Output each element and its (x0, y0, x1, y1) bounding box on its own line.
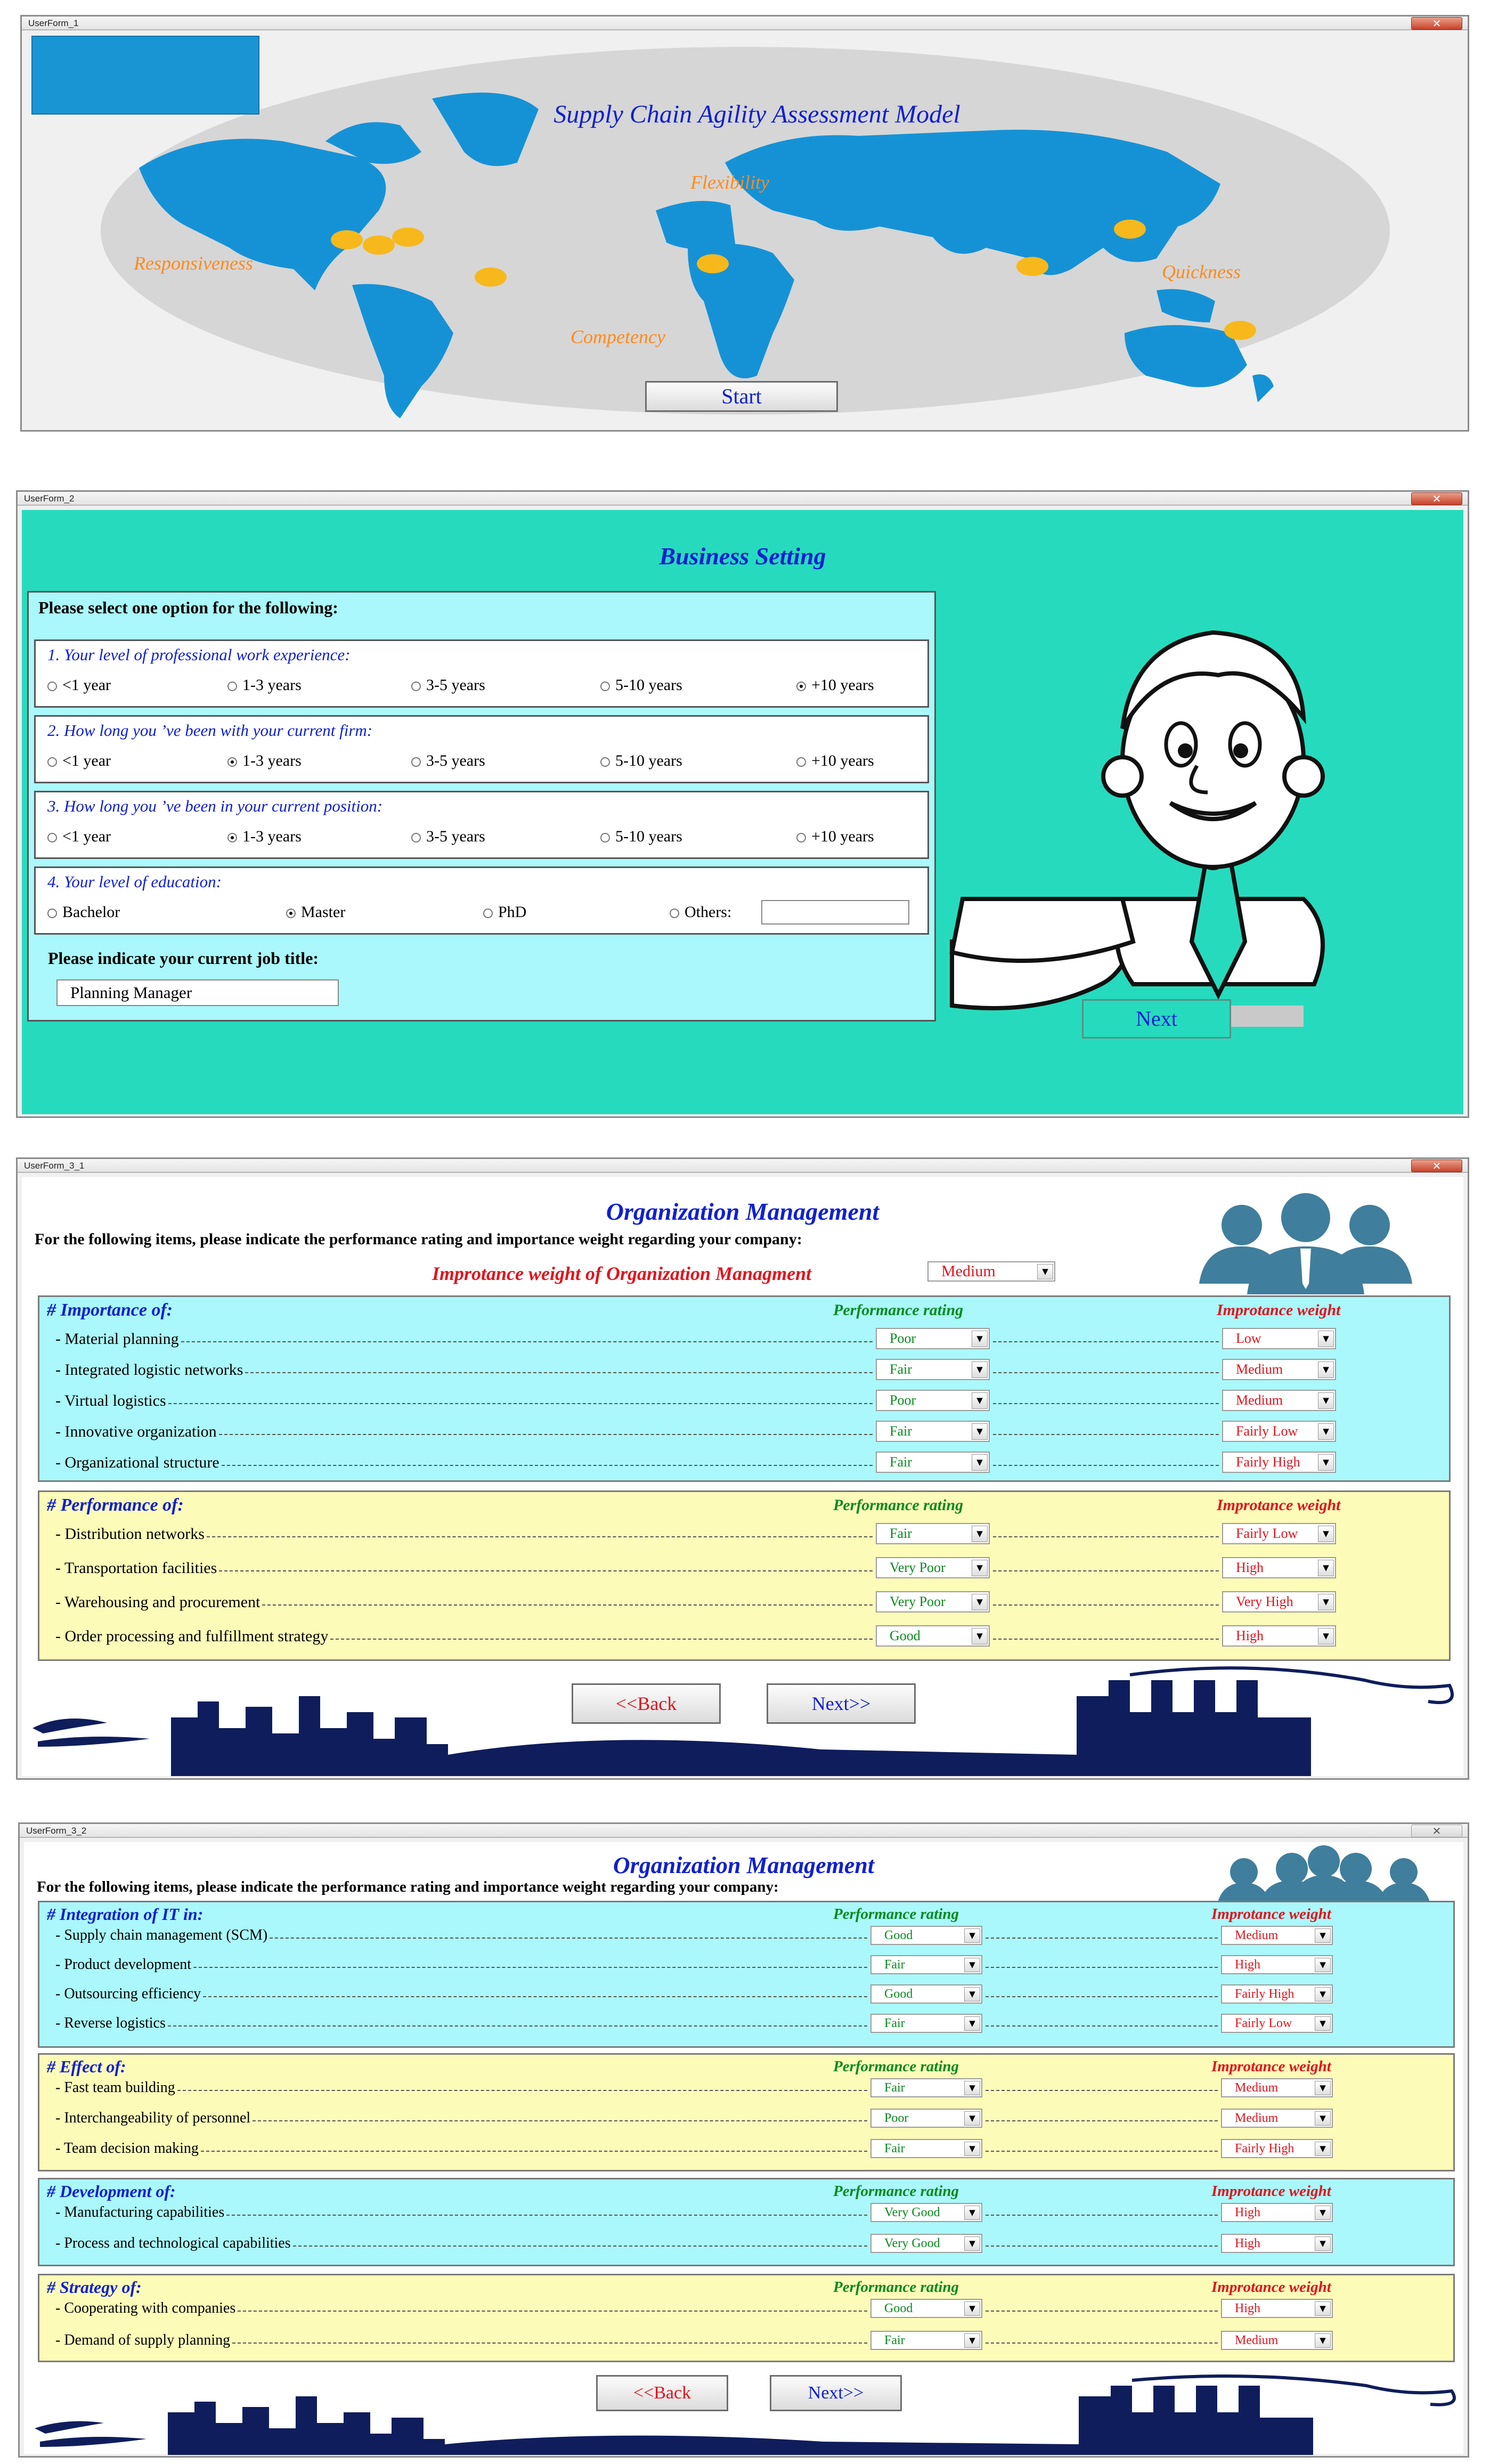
rating-row (39, 2297, 1453, 2329)
item-label: - Manufacturing capabilities (55, 2204, 225, 2220)
option-bachelor[interactable]: Bachelor (47, 903, 120, 921)
rating-row (39, 2106, 1453, 2137)
item-label: - Organizational structure (55, 1454, 219, 1471)
imp-header: Improtance weight (1211, 2279, 1331, 2296)
chevron-down-icon[interactable]: ▼ (1315, 2016, 1331, 2031)
item-label: - Demand of supply planning (55, 2332, 231, 2348)
radio-selected-icon[interactable] (227, 757, 237, 767)
option-3-5[interactable]: 3-5 years (411, 752, 485, 770)
dashed-leader (168, 2025, 867, 2027)
performance-rating-select[interactable]: Good ▼ (870, 1926, 982, 1945)
item-label: - Product development (55, 1956, 192, 1973)
chevron-down-icon[interactable]: ▼ (1315, 2142, 1331, 2156)
performance-rating-select[interactable]: Fair ▼ (876, 1452, 990, 1473)
rating-row (39, 1387, 1449, 1417)
performance-rating-select[interactable]: Fair ▼ (876, 1523, 990, 1544)
dashed-leader (986, 2343, 1218, 2344)
imp-header: Improtance weight (1211, 2058, 1331, 2075)
radio-icon[interactable] (411, 757, 421, 767)
question-text: 1. Your level of professional work experience: (47, 645, 351, 664)
item-label: - Interchangeability of personnel (55, 2110, 251, 2126)
chevron-down-icon[interactable]: ▼ (1318, 1331, 1334, 1347)
importance-weight-select[interactable]: High ▼ (1222, 1625, 1336, 1647)
chevron-down-icon[interactable]: ▼ (1318, 1526, 1334, 1542)
dashed-leader (986, 2215, 1218, 2216)
chevron-down-icon[interactable]: ▼ (1318, 1628, 1334, 1644)
question-text: 4. Your level of education: (47, 872, 222, 891)
question-1 (34, 639, 929, 708)
items (39, 1924, 1453, 2046)
rating-row (39, 1953, 1453, 1982)
section-title: # Strategy of: (47, 2277, 142, 2297)
section-integration-it (38, 1901, 1455, 2048)
item-label: - Fast team building (55, 2079, 175, 2096)
performance-rating-select[interactable]: Poor ▼ (876, 1390, 990, 1411)
importance-weight-select[interactable]: Medium ▼ (1222, 1390, 1336, 1411)
chevron-down-icon[interactable]: ▼ (1315, 2081, 1331, 2095)
chevron-down-icon[interactable]: ▼ (964, 2333, 980, 2348)
chevron-down-icon[interactable]: ▼ (972, 1361, 988, 1378)
items (39, 1520, 1449, 1659)
next-button[interactable]: Next>> (767, 1683, 916, 1724)
chevron-down-icon[interactable]: ▼ (1315, 2301, 1331, 2316)
chevron-down-icon[interactable]: ▼ (1315, 2111, 1331, 2126)
job-title-input[interactable]: Planning Manager (56, 979, 339, 1006)
importance-weight-select[interactable]: Fairly Low ▼ (1222, 1523, 1336, 1544)
rating-row (39, 1588, 1449, 1622)
importance-weight-select[interactable]: Medium ▼ (1221, 2078, 1333, 2097)
dashed-leader (201, 2151, 867, 2152)
imp-header: Improtance weight (1217, 1301, 1341, 1319)
importance-weight-select[interactable]: Fairly Low ▼ (1222, 1421, 1336, 1442)
perf-header: Performance rating (833, 1301, 964, 1319)
dashed-leader (270, 1938, 867, 1939)
performance-rating-select[interactable]: Very Poor ▼ (876, 1557, 990, 1578)
importance-weight-select[interactable]: High ▼ (1221, 2234, 1333, 2253)
dashed-leader (986, 2090, 1218, 2091)
importance-weight-select[interactable]: Low ▼ (1222, 1328, 1336, 1349)
label-flexibility: Flexibility (690, 172, 769, 193)
userform-3-2-window (18, 1822, 1469, 2458)
performance-rating-select[interactable]: Fair ▼ (876, 1359, 990, 1380)
chevron-down-icon[interactable]: ▼ (1315, 1958, 1331, 1972)
dashed-leader (168, 1403, 873, 1404)
question-4 (34, 866, 929, 935)
importance-weight-select[interactable]: Medium ▼ (1221, 2109, 1333, 2128)
importance-weight-select[interactable]: Fairly Low ▼ (1221, 2014, 1333, 2033)
window-title: UserForm_2 (24, 493, 75, 504)
item-label: - Order processing and fulfillment strategy (55, 1627, 329, 1645)
cartoon-man-illustration (931, 601, 1463, 1038)
rating-row (39, 2012, 1453, 2041)
title-bar (22, 17, 1468, 30)
perf-header: Performance rating (833, 1906, 959, 1923)
item-label: - Team decision making (55, 2140, 199, 2157)
chevron-down-icon[interactable]: ▼ (1315, 2333, 1331, 2348)
chevron-down-icon[interactable]: ▼ (964, 2142, 980, 2156)
dashed-leader (177, 2090, 867, 2091)
rating-row (39, 2076, 1453, 2106)
dashed-leader (222, 1465, 873, 1466)
option-1-3[interactable]: 1-3 years (227, 752, 302, 770)
dashed-leader (986, 2246, 1218, 2247)
form3-2-body (24, 1842, 1463, 2454)
option-1-3[interactable]: 1-3 years (227, 828, 302, 846)
chevron-down-icon[interactable]: ▼ (964, 2081, 980, 2095)
section-title: # Performance of: (47, 1495, 184, 1515)
dashed-leader (986, 1938, 1218, 1939)
people-group-icon (1188, 1193, 1423, 1294)
userform-2-window (16, 490, 1469, 1118)
close-button[interactable]: ✕ (1411, 1160, 1462, 1172)
radio-icon[interactable] (600, 757, 610, 767)
chevron-down-icon[interactable]: ▼ (972, 1423, 988, 1440)
question-3 (34, 791, 929, 859)
dashed-leader (993, 1434, 1219, 1435)
question-2 (34, 715, 929, 783)
items (39, 1325, 1449, 1479)
radio-icon[interactable] (47, 682, 57, 691)
chevron-down-icon[interactable]: ▼ (964, 2301, 980, 2316)
dashed-leader (993, 1639, 1219, 1640)
item-label: - Process and technological capabilities (55, 2235, 291, 2251)
option-3-5[interactable]: 3-5 years (411, 828, 485, 846)
importance-weight-select[interactable]: Very High ▼ (1222, 1591, 1336, 1612)
dashed-leader (330, 1639, 873, 1640)
performance-rating-select[interactable]: Fair ▼ (870, 2331, 982, 2350)
item-label: - Material planning (55, 1330, 179, 1348)
items (39, 2076, 1453, 2170)
chevron-down-icon[interactable]: ▼ (972, 1454, 988, 1471)
radio-icon[interactable] (227, 682, 237, 691)
rating-row (39, 1417, 1449, 1448)
close-button[interactable]: ✕ (1411, 1825, 1462, 1837)
item-label: - Cooperating with companies (55, 2300, 236, 2316)
chevron-down-icon[interactable]: ▼ (972, 1628, 988, 1644)
chevron-down-icon[interactable]: ▼ (972, 1331, 988, 1347)
dashed-leader (986, 1996, 1218, 1997)
chevron-down-icon[interactable]: ▼ (964, 1958, 980, 1972)
option-lt1[interactable]: <1 year (47, 676, 111, 694)
city-skyline-graphic (24, 2364, 1463, 2455)
performance-rating-select[interactable]: Good ▼ (870, 2299, 982, 2318)
dashed-leader (993, 1341, 1219, 1342)
close-button[interactable]: ✕ (1411, 492, 1462, 505)
importance-weight-select[interactable]: Fairly High ▼ (1222, 1452, 1336, 1473)
chevron-down-icon[interactable]: ▼ (1315, 1928, 1331, 1943)
radio-icon[interactable] (670, 909, 679, 918)
imp-header: Improtance weight (1217, 1496, 1341, 1514)
radio-selected-icon[interactable] (286, 909, 296, 918)
chevron-down-icon[interactable]: ▼ (964, 1928, 980, 1943)
job-title-label: Please indicate your current job title: (48, 949, 319, 968)
dashed-leader (203, 1996, 867, 1997)
radio-selected-icon[interactable] (227, 833, 237, 842)
radio-icon[interactable] (796, 757, 806, 767)
form-title: Organization Management (613, 1852, 875, 1878)
option-lt1[interactable]: <1 year (47, 752, 111, 770)
option-5-10[interactable]: 5-10 years (600, 752, 682, 770)
rating-row (39, 2232, 1453, 2263)
rating-row (39, 1520, 1449, 1554)
dashed-leader (986, 2025, 1218, 2027)
window-title: UserForm_3_1 (24, 1161, 85, 1171)
dashed-leader (993, 1403, 1219, 1404)
form-title: Business Setting (659, 542, 826, 570)
radio-icon[interactable] (47, 909, 57, 918)
option-5-10[interactable]: 5-10 years (600, 676, 682, 694)
performance-rating-select[interactable]: Very Good ▼ (870, 2234, 982, 2253)
label-quickness: Quickness (1162, 261, 1241, 282)
chevron-down-icon[interactable]: ▼ (972, 1594, 988, 1610)
rating-row (39, 1924, 1453, 1953)
dashed-leader (219, 1434, 873, 1435)
performance-rating-select[interactable]: Poor ▼ (876, 1328, 990, 1349)
importance-weight-select[interactable]: Fairly High ▼ (1221, 1984, 1333, 2004)
chevron-down-icon[interactable]: ▼ (1315, 2206, 1331, 2220)
question-text: 3. How long you ’ve been in your current position: (47, 797, 383, 815)
imp-header: Improtance weight (1211, 2183, 1331, 2200)
radio-icon[interactable] (47, 833, 57, 842)
chevron-down-icon[interactable]: ▼ (964, 2206, 980, 2220)
performance-rating-select[interactable]: Good ▼ (870, 1984, 982, 2004)
start-button[interactable]: Start (645, 381, 838, 412)
item-label: - Supply chain management (SCM) (55, 1927, 268, 1943)
performance-rating-select[interactable]: Very Poor ▼ (876, 1591, 990, 1612)
radio-icon[interactable] (411, 833, 421, 842)
dashed-leader (993, 1465, 1219, 1466)
chevron-down-icon[interactable]: ▼ (964, 2016, 980, 2031)
question-panel (27, 591, 936, 1022)
rating-row (39, 2201, 1453, 2232)
chevron-down-icon[interactable]: ▼ (1318, 1392, 1334, 1409)
instruction: For the following items, please indicate the performance rating and importance weight regarding your company: (35, 1230, 802, 1248)
chevron-down-icon[interactable]: ▼ (964, 2111, 980, 2126)
chevron-down-icon[interactable]: ▼ (964, 2236, 980, 2251)
overall-weight-label: Improtance weight of Organization Managment (432, 1263, 812, 1284)
title-bar (18, 492, 1468, 506)
section-importance (38, 1295, 1451, 1482)
item-label: - Reverse logistics (55, 2015, 166, 2031)
perf-header: Performance rating (833, 1496, 964, 1514)
others-input[interactable] (761, 900, 909, 925)
importance-weight-select[interactable]: Fairly High ▼ (1221, 2139, 1333, 2158)
item-label: - Warehousing and procurement (55, 1593, 260, 1611)
option-lt1[interactable]: <1 year (47, 828, 111, 846)
dashed-leader (207, 1536, 873, 1537)
performance-rating-select[interactable]: Fair ▼ (870, 1955, 982, 1974)
dashed-leader (986, 2120, 1218, 2121)
perf-header: Performance rating (833, 2279, 959, 2296)
next-button[interactable]: Next (1082, 999, 1231, 1039)
importance-weight-select[interactable]: High ▼ (1221, 2203, 1333, 2222)
label-responsiveness: Responsiveness (134, 253, 253, 274)
section-strategy (38, 2274, 1455, 2362)
form3-1-body (22, 1177, 1463, 1776)
section-title: # Integration of IT in: (47, 1904, 203, 1924)
radio-icon[interactable] (411, 682, 421, 691)
rating-row (39, 1448, 1449, 1479)
dashed-leader (262, 1604, 873, 1606)
overall-weight-select[interactable]: Medium ▼ (927, 1261, 1055, 1282)
performance-rating-select[interactable]: Good ▼ (876, 1625, 990, 1647)
label-competency: Competency (571, 326, 665, 347)
option-3-5[interactable]: 3-5 years (411, 676, 485, 694)
instruction: For the following items, please indicate the performance rating and importance weight regarding your company: (37, 1878, 779, 1895)
dashed-leader (993, 1372, 1219, 1373)
dashed-leader (193, 1967, 867, 1968)
dashed-leader (993, 1604, 1219, 1606)
dashed-leader (253, 2120, 867, 2121)
chevron-down-icon[interactable]: ▼ (1037, 1264, 1053, 1279)
chevron-down-icon[interactable]: ▼ (1315, 1987, 1331, 2001)
radio-icon[interactable] (47, 757, 57, 767)
chevron-down-icon[interactable]: ▼ (1318, 1361, 1334, 1378)
option-10plus[interactable]: +10 years (796, 752, 874, 770)
items (39, 2201, 1453, 2265)
importance-weight-select[interactable]: Medium ▼ (1221, 2331, 1333, 2350)
option-phd[interactable]: PhD (483, 903, 526, 921)
dashed-leader (293, 2246, 867, 2247)
performance-rating-select[interactable]: Fair ▼ (870, 2139, 982, 2158)
dashed-leader (219, 1570, 873, 1571)
city-skyline-graphic (22, 1648, 1463, 1776)
performance-rating-select[interactable]: Very Good ▼ (870, 2203, 982, 2222)
userform-1-window (20, 15, 1469, 432)
dashed-leader (986, 2151, 1218, 2152)
chevron-down-icon[interactable]: ▼ (1318, 1423, 1334, 1440)
imp-header: Improtance weight (1211, 1906, 1331, 1923)
option-others[interactable]: Others: (670, 903, 731, 921)
form2-body (22, 510, 1463, 1114)
rating-row (39, 1325, 1449, 1356)
rating-row (39, 1356, 1449, 1387)
importance-weight-select[interactable]: Medium ▼ (1221, 1926, 1333, 1945)
section-title: # Effect of: (47, 2057, 126, 2076)
logo-placeholder (31, 36, 259, 115)
window-title: UserForm_3_2 (26, 1826, 87, 1836)
people-group-icon (1212, 1845, 1436, 1904)
section-title: # Importance of: (47, 1300, 173, 1320)
importance-weight-select[interactable]: High ▼ (1221, 1955, 1333, 1974)
rating-row (39, 1982, 1453, 2012)
chevron-down-icon[interactable]: ▼ (1318, 1454, 1334, 1471)
importance-weight-select[interactable]: High ▼ (1222, 1557, 1336, 1578)
section-effect (38, 2053, 1455, 2171)
performance-rating-select[interactable]: Fair ▼ (870, 2014, 982, 2033)
next-button[interactable]: Next>> (770, 2375, 902, 2411)
radio-icon[interactable] (600, 682, 610, 691)
radio-selected-icon[interactable] (796, 682, 806, 691)
form-title: Organization Management (606, 1198, 880, 1225)
close-button[interactable]: ✕ (1411, 17, 1462, 30)
item-label: - Transportation facilities (55, 1559, 217, 1577)
chevron-down-icon[interactable]: ▼ (1318, 1560, 1334, 1576)
dashed-leader (986, 1967, 1218, 1968)
chevron-down-icon[interactable]: ▼ (972, 1560, 988, 1576)
item-label: - Virtual logistics (55, 1392, 166, 1409)
perf-header: Performance rating (833, 2183, 959, 2200)
item-label: - Integrated logistic networks (55, 1361, 243, 1379)
importance-weight-select[interactable]: Medium ▼ (1222, 1359, 1336, 1380)
section-development (38, 2178, 1455, 2266)
importance-weight-select[interactable]: High ▼ (1221, 2299, 1333, 2318)
perf-header: Performance rating (833, 2058, 959, 2075)
dashed-leader (181, 1341, 873, 1342)
item-label: - Outsourcing efficiency (55, 1985, 201, 2002)
back-button[interactable]: <<Back (596, 2375, 728, 2411)
dashed-leader (238, 2311, 867, 2312)
back-button[interactable]: <<Back (572, 1683, 721, 1724)
question-text: 2. How long you ’ve been with your current firm: (47, 721, 373, 740)
radio-icon[interactable] (600, 833, 610, 842)
window-title: UserForm_1 (28, 18, 79, 28)
radio-icon[interactable] (796, 833, 806, 842)
dashed-leader (232, 2343, 867, 2344)
section-title: # Development of: (47, 2182, 176, 2201)
option-10plus[interactable]: +10 years (796, 676, 874, 694)
rating-row (39, 2329, 1453, 2361)
performance-rating-select[interactable]: Poor ▼ (870, 2109, 982, 2128)
title-bar (18, 1159, 1468, 1173)
rating-row (39, 2137, 1453, 2167)
chevron-down-icon[interactable]: ▼ (964, 1987, 980, 2001)
model-title: Supply Chain Agility Assessment Model (553, 100, 960, 128)
dashed-leader (993, 1570, 1219, 1571)
userform-3-1-window (16, 1157, 1469, 1780)
chevron-down-icon[interactable]: ▼ (972, 1392, 988, 1409)
option-master[interactable]: Master (286, 903, 345, 921)
radio-icon[interactable] (483, 909, 493, 918)
dashed-leader (245, 1372, 873, 1373)
performance-rating-select[interactable]: Fair ▼ (876, 1421, 990, 1442)
section-performance (38, 1490, 1451, 1661)
item-label: - Innovative organization (55, 1423, 217, 1440)
title-bar (20, 1824, 1468, 1838)
chevron-down-icon[interactable]: ▼ (972, 1526, 988, 1542)
items (39, 2297, 1453, 2361)
option-10plus[interactable]: +10 years (796, 828, 874, 846)
dashed-leader (986, 2311, 1218, 2312)
rating-row (39, 1554, 1449, 1588)
chevron-down-icon[interactable]: ▼ (1315, 2236, 1331, 2251)
option-1-3[interactable]: 1-3 years (227, 676, 302, 694)
dashed-leader (993, 1536, 1219, 1537)
instruction: Please select one option for the following: (38, 598, 338, 617)
map-panel (27, 35, 1463, 428)
performance-rating-select[interactable]: Fair ▼ (870, 2078, 982, 2097)
option-5-10[interactable]: 5-10 years (600, 828, 682, 846)
dashed-leader (226, 2215, 867, 2216)
item-label: - Distribution networks (55, 1525, 205, 1543)
chevron-down-icon[interactable]: ▼ (1318, 1594, 1334, 1610)
